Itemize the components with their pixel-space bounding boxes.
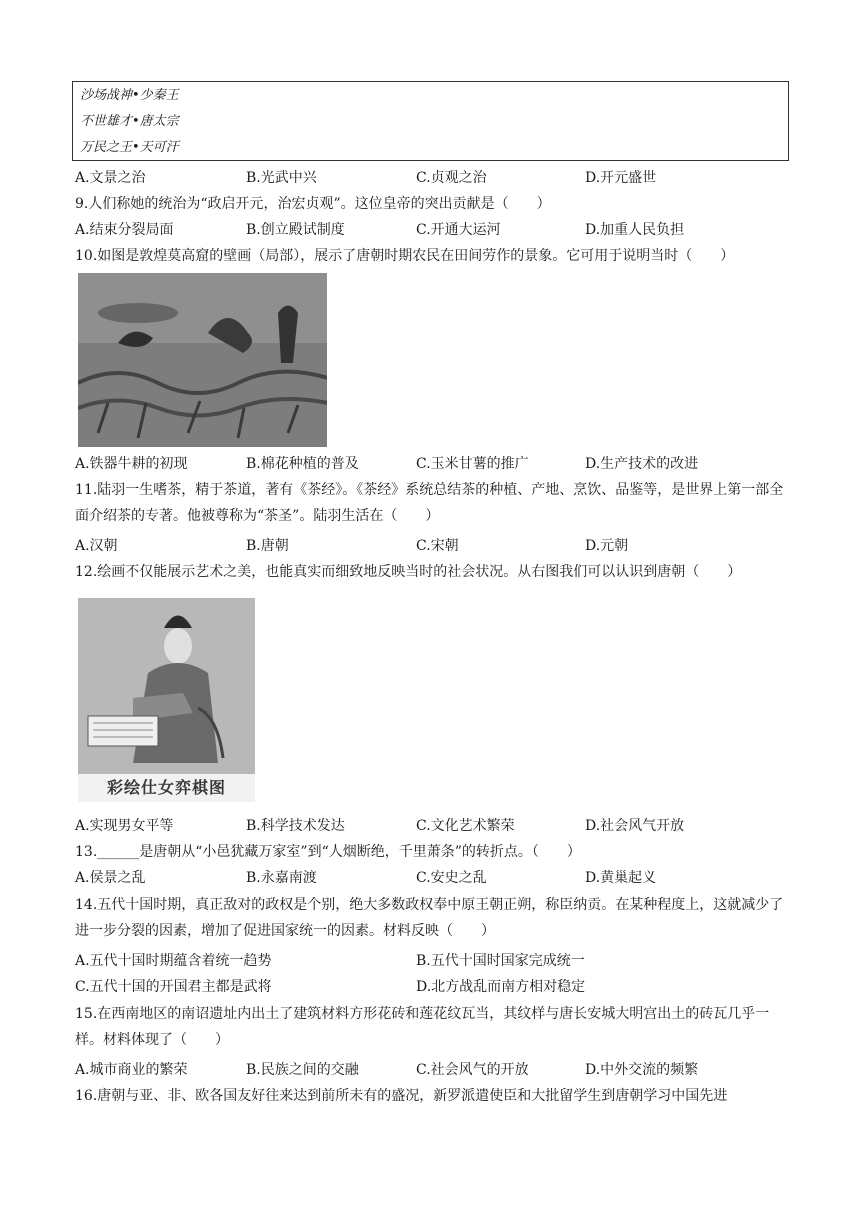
q8-option-a[interactable]: A.文景之治 — [75, 170, 146, 186]
q12-stem: 12.绘画不仅能展示艺术之美，也能真实而细致地反映当时的社会状况。从右图我们可以认识到唐朝（ ） — [75, 564, 742, 580]
painting-image — [78, 598, 255, 802]
q8-option-c[interactable]: C.贞观之治 — [416, 170, 487, 186]
q11-option-c[interactable]: C.宋朝 — [416, 538, 459, 554]
q15-stem: 15.在西南地区的南诏遗址内出土了建筑材料方形花砖和莲花纹瓦当，其纹样与唐长安城大明宫出土的砖瓦几乎一样。材料体现了（ ） — [75, 1006, 770, 1048]
q14-stem: 14.五代十国时期，真正敌对的政权是个别，绝大多数政权奉中原王朝正朔，称臣纳贡。在某种程度上，这就减少了进一步分裂的因素，增加了促进国家统一的因素。材料反映（ ） — [75, 897, 784, 939]
q13-option-d[interactable]: D.黄巢起义 — [585, 870, 657, 886]
q15-option-d[interactable]: D.中外交流的频繁 — [585, 1062, 699, 1078]
box-line-1: 沙场战神•少秦王 — [80, 88, 179, 103]
q10-option-d[interactable]: D.生产技术的改进 — [585, 456, 699, 472]
q9-stem: 9.人们称她的统治为“政启开元，治宏贞观”。这位皇帝的突出贡献是（ ） — [75, 196, 551, 212]
q9-option-c[interactable]: C.开通大运河 — [416, 222, 501, 238]
q12-option-b[interactable]: B.科学技术发达 — [246, 818, 345, 834]
q12-option-c[interactable]: C.文化艺术繁荣 — [416, 818, 515, 834]
q10-stem: 10.如图是敦煌莫高窟的壁画（局部），展示了唐朝时期农民在田间劳作的景象。它可用于说明当时（ ） — [75, 248, 735, 264]
q14-option-d[interactable]: D.北方战乱而南方相对稳定 — [416, 979, 586, 995]
painting-caption: 彩绘仕女弈棋图 — [78, 774, 255, 802]
q10-option-a[interactable]: A.铁器牛耕的初现 — [75, 456, 188, 472]
q12-option-d[interactable]: D.社会风气开放 — [585, 818, 685, 834]
q9-option-d[interactable]: D.加重人民负担 — [585, 222, 685, 238]
q11-stem: 11.陆羽一生嗜茶，精于茶道，著有《茶经》。《茶经》系统总结茶的种植、产地、烹饮、品鉴等，是世界上第一部全面介绍茶的专著。他被尊称为“茶圣”。陆羽生活在（ ） — [75, 482, 784, 524]
q13-option-b[interactable]: B.永嘉南渡 — [246, 870, 317, 886]
q14-option-c[interactable]: C.五代十国的开国君主都是武将 — [75, 979, 272, 995]
q13-stem: 13.______是唐朝从“小邑犹藏万家室”到“人烟断绝，千里萧条”的转折点。（ ） — [75, 844, 581, 860]
q8-option-b[interactable]: B.光武中兴 — [246, 170, 317, 186]
q14-option-a[interactable]: A.五代十国时期蕴含着统一趋势 — [75, 953, 272, 969]
q11-option-b[interactable]: B.唐朝 — [246, 538, 289, 554]
q15-option-c[interactable]: C.社会风气的开放 — [416, 1062, 529, 1078]
q15-option-b[interactable]: B.民族之间的交融 — [246, 1062, 359, 1078]
q10-option-c[interactable]: C.玉米甘薯的推广 — [416, 456, 529, 472]
mural-image — [78, 273, 327, 447]
q11-option-a[interactable]: A.汉朝 — [75, 538, 118, 554]
q9-option-a[interactable]: A.结束分裂局面 — [75, 222, 174, 238]
box-line-2: 不世雄才•唐太宗 — [80, 114, 179, 129]
q11-option-d[interactable]: D.元朝 — [585, 538, 629, 554]
q16-stem: 16.唐朝与亚、非、欧各国友好往来达到前所未有的盛况，新罗派遣使臣和大批留学生到唐朝学习中国先进 — [75, 1088, 728, 1104]
q15-option-a[interactable]: A.城市商业的繁荣 — [75, 1062, 188, 1078]
q13-option-c[interactable]: C.安史之乱 — [416, 870, 487, 886]
q8-option-d[interactable]: D.开元盛世 — [585, 170, 657, 186]
q9-option-b[interactable]: B.创立殿试制度 — [246, 222, 345, 238]
q10-option-b[interactable]: B.棉花种植的普及 — [246, 456, 359, 472]
q14-option-b[interactable]: B.五代十国时国家完成统一 — [416, 953, 585, 969]
quote-box — [72, 81, 789, 161]
q12-option-a[interactable]: A.实现男女平等 — [75, 818, 174, 834]
q13-option-a[interactable]: A.侯景之乱 — [75, 870, 146, 886]
box-line-3: 万民之王•天可汗 — [80, 140, 179, 155]
